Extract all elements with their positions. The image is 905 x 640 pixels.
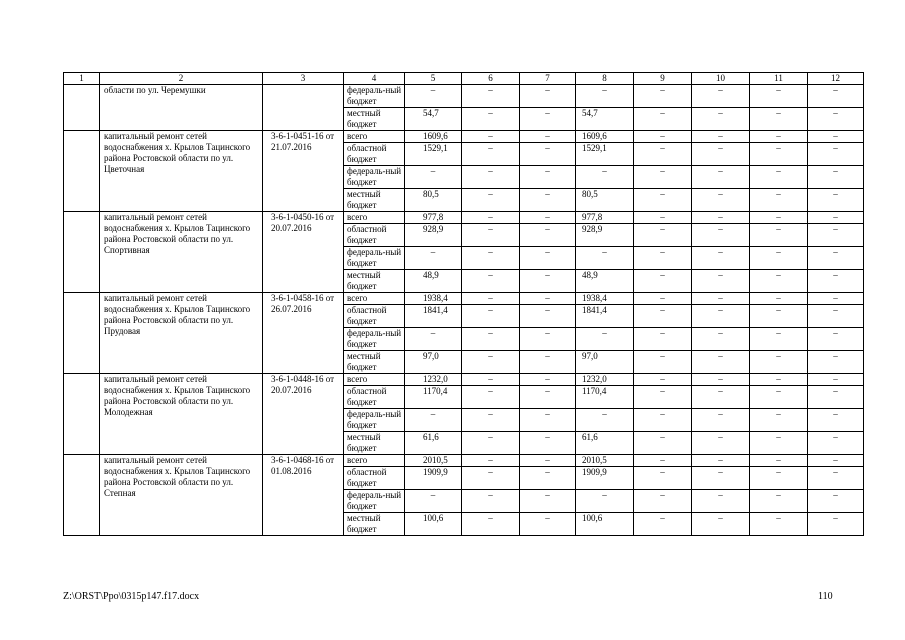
value-cell-c7: – [520,108,576,131]
value-cell-c5: 1232,0 [405,374,462,386]
value-cell-c11: – [750,409,808,432]
value-cell-c7: – [520,374,576,386]
value-cell-c12: – [808,270,864,293]
column-number: 6 [462,73,520,85]
value-cell-c7: – [520,189,576,212]
value-cell-c9: – [634,108,692,131]
value-cell-c5: – [405,490,462,513]
column-number: 4 [344,73,405,85]
value-cell-c8: 1609,6 [576,131,634,143]
value-cell-c10: – [692,374,750,386]
value-cell-c9: – [634,432,692,455]
value-cell-c5: 928,9 [405,224,462,247]
funding-source-cell: местный бюджет [344,351,405,374]
value-cell-c11: – [750,85,808,108]
value-cell-c5: 61,6 [405,432,462,455]
value-cell-c12: – [808,432,864,455]
value-cell-c6: – [462,409,520,432]
value-cell-c10: – [692,386,750,409]
funding-source-cell: федераль-ный бюджет [344,247,405,270]
value-cell-c9: – [634,328,692,351]
value-cell-c11: – [750,189,808,212]
value-cell-c7: – [520,490,576,513]
value-cell-c11: – [750,432,808,455]
value-cell-c7: – [520,455,576,467]
value-cell-c5: – [405,247,462,270]
row-number-cell [64,374,100,455]
value-cell-c6: – [462,328,520,351]
value-cell-c6: – [462,108,520,131]
value-cell-c8: 100,6 [576,513,634,536]
value-cell-c6: – [462,455,520,467]
value-cell-c12: – [808,490,864,513]
footer-file-path: Z:\ORST\Ppo\0315p147.f17.docx [63,591,200,602]
funding-source-cell: всего [344,293,405,305]
value-cell-c8: 1841,4 [576,305,634,328]
value-cell-c8: 2010,5 [576,455,634,467]
value-cell-c7: – [520,513,576,536]
value-cell-c10: – [692,467,750,490]
funding-source-cell: областной бюджет [344,143,405,166]
table-body [64,73,864,536]
value-cell-c11: – [750,386,808,409]
value-cell-c7: – [520,143,576,166]
value-cell-c8: 48,9 [576,270,634,293]
value-cell-c8: 928,9 [576,224,634,247]
value-cell-c9: – [634,293,692,305]
value-cell-c5: 1938,4 [405,293,462,305]
value-cell-c11: – [750,270,808,293]
value-cell-c6: – [462,374,520,386]
value-cell-c10: – [692,293,750,305]
column-number: 5 [405,73,462,85]
funding-source-cell: федераль-ный бюджет [344,490,405,513]
value-cell-c5: 80,5 [405,189,462,212]
funding-source-cell: всего [344,455,405,467]
value-cell-c8: 977,8 [576,212,634,224]
value-cell-c10: – [692,409,750,432]
value-cell-c5: 2010,5 [405,455,462,467]
column-number: 11 [750,73,808,85]
value-cell-c7: – [520,305,576,328]
funding-source-cell: местный бюджет [344,432,405,455]
value-cell-c6: – [462,224,520,247]
value-cell-c11: – [750,247,808,270]
table-row [64,212,864,224]
value-cell-c10: – [692,455,750,467]
value-cell-c11: – [750,166,808,189]
document-number-cell [263,85,344,131]
table-row [64,85,864,108]
table-row [64,455,864,467]
value-cell-c6: – [462,247,520,270]
value-cell-c9: – [634,166,692,189]
value-cell-c11: – [750,513,808,536]
value-cell-c9: – [634,305,692,328]
value-cell-c8: 1909,9 [576,467,634,490]
value-cell-c5: 1841,4 [405,305,462,328]
value-cell-c6: – [462,351,520,374]
funding-source-cell: местный бюджет [344,513,405,536]
document-number-cell: 3-6-1-0458-16 от 26.07.2016 [263,293,344,374]
value-cell-c10: – [692,108,750,131]
value-cell-c7: – [520,409,576,432]
value-cell-c11: – [750,374,808,386]
column-number: 10 [692,73,750,85]
value-cell-c5: 1529,1 [405,143,462,166]
value-cell-c5: – [405,85,462,108]
value-cell-c12: – [808,328,864,351]
value-cell-c9: – [634,409,692,432]
value-cell-c10: – [692,490,750,513]
value-cell-c6: – [462,131,520,143]
value-cell-c6: – [462,490,520,513]
value-cell-c12: – [808,455,864,467]
object-name-cell: капитальный ремонт сетей водоснабжения х. Крылов Тацинского района Ростовской области по ул. Прудовая [100,293,263,374]
value-cell-c11: – [750,293,808,305]
value-cell-c8: 61,6 [576,432,634,455]
value-cell-c9: – [634,212,692,224]
value-cell-c6: – [462,513,520,536]
funding-source-cell: всего [344,374,405,386]
value-cell-c12: – [808,293,864,305]
value-cell-c10: – [692,189,750,212]
funding-source-cell: областной бюджет [344,467,405,490]
value-cell-c8: – [576,490,634,513]
value-cell-c7: – [520,351,576,374]
column-number-row [64,73,864,85]
value-cell-c8: 1170,4 [576,386,634,409]
value-cell-c9: – [634,513,692,536]
value-cell-c5: 977,8 [405,212,462,224]
value-cell-c6: – [462,189,520,212]
value-cell-c12: – [808,467,864,490]
budget-table [63,72,864,536]
value-cell-c12: – [808,351,864,374]
value-cell-c10: – [692,351,750,374]
value-cell-c9: – [634,386,692,409]
value-cell-c10: – [692,85,750,108]
value-cell-c11: – [750,212,808,224]
funding-source-cell: областной бюджет [344,224,405,247]
value-cell-c5: 1609,6 [405,131,462,143]
row-number-cell [64,85,100,131]
column-number: 3 [263,73,344,85]
value-cell-c12: – [808,224,864,247]
value-cell-c9: – [634,455,692,467]
object-name-cell: капитальный ремонт сетей водоснабжения х. Крылов Тацинского района Ростовской области по ул. Спортивная [100,212,263,293]
value-cell-c9: – [634,490,692,513]
row-number-cell [64,455,100,536]
value-cell-c7: – [520,328,576,351]
document-number-cell: 3-6-1-0448-16 от 20.07.2016 [263,374,344,455]
value-cell-c6: – [462,305,520,328]
value-cell-c6: – [462,467,520,490]
value-cell-c9: – [634,224,692,247]
value-cell-c11: – [750,455,808,467]
value-cell-c7: – [520,247,576,270]
page-number: 110 [818,591,833,602]
value-cell-c11: – [750,224,808,247]
value-cell-c9: – [634,467,692,490]
value-cell-c10: – [692,513,750,536]
value-cell-c7: – [520,432,576,455]
value-cell-c10: – [692,131,750,143]
value-cell-c7: – [520,212,576,224]
document-number-cell: 3-6-1-0468-16 от 01.08.2016 [263,455,344,536]
value-cell-c11: – [750,108,808,131]
table-row [64,374,864,386]
object-name-cell: области по ул. Черемушки [100,85,263,131]
value-cell-c8: – [576,166,634,189]
object-name-cell: капитальный ремонт сетей водоснабжения х. Крылов Тацинского района Ростовской области по ул. Степная [100,455,263,536]
object-name-cell: капитальный ремонт сетей водоснабжения х. Крылов Тацинского района Ростовской области по ул. Молодежная [100,374,263,455]
value-cell-c8: 80,5 [576,189,634,212]
row-number-cell [64,212,100,293]
value-cell-c5: – [405,328,462,351]
value-cell-c10: – [692,166,750,189]
value-cell-c12: – [808,374,864,386]
value-cell-c9: – [634,85,692,108]
value-cell-c11: – [750,490,808,513]
value-cell-c12: – [808,212,864,224]
value-cell-c7: – [520,270,576,293]
value-cell-c11: – [750,131,808,143]
value-cell-c12: – [808,108,864,131]
value-cell-c6: – [462,85,520,108]
row-number-cell [64,131,100,212]
value-cell-c9: – [634,131,692,143]
value-cell-c12: – [808,189,864,212]
funding-source-cell: федераль-ный бюджет [344,328,405,351]
funding-source-cell: местный бюджет [344,189,405,212]
value-cell-c11: – [750,305,808,328]
value-cell-c9: – [634,270,692,293]
value-cell-c10: – [692,328,750,351]
value-cell-c12: – [808,409,864,432]
value-cell-c6: – [462,293,520,305]
value-cell-c12: – [808,131,864,143]
funding-source-cell: федераль-ный бюджет [344,85,405,108]
funding-source-cell: областной бюджет [344,386,405,409]
value-cell-c5: 97,0 [405,351,462,374]
value-cell-c5: – [405,166,462,189]
value-cell-c9: – [634,374,692,386]
value-cell-c8: 1938,4 [576,293,634,305]
document-number-cell: 3-6-1-0451-16 от 21.07.2016 [263,131,344,212]
value-cell-c9: – [634,351,692,374]
value-cell-c7: – [520,131,576,143]
value-cell-c10: – [692,247,750,270]
value-cell-c5: 54,7 [405,108,462,131]
value-cell-c11: – [750,328,808,351]
value-cell-c5: 100,6 [405,513,462,536]
column-number: 12 [808,73,864,85]
funding-source-cell: федераль-ный бюджет [344,166,405,189]
object-name-cell: капитальный ремонт сетей водоснабжения х. Крылов Тацинского района Ростовской области по ул. Цветочная [100,131,263,212]
value-cell-c5: 48,9 [405,270,462,293]
value-cell-c8: – [576,328,634,351]
funding-source-cell: всего [344,212,405,224]
funding-source-cell: федераль-ный бюджет [344,409,405,432]
table-row [64,293,864,305]
value-cell-c12: – [808,513,864,536]
value-cell-c7: – [520,467,576,490]
value-cell-c12: – [808,247,864,270]
funding-source-cell: местный бюджет [344,108,405,131]
funding-source-cell: всего [344,131,405,143]
value-cell-c11: – [750,467,808,490]
value-cell-c10: – [692,270,750,293]
column-number: 7 [520,73,576,85]
value-cell-c6: – [462,143,520,166]
value-cell-c6: – [462,270,520,293]
value-cell-c9: – [634,143,692,166]
value-cell-c8: – [576,247,634,270]
column-number: 1 [64,73,100,85]
value-cell-c12: – [808,143,864,166]
value-cell-c7: – [520,293,576,305]
value-cell-c11: – [750,351,808,374]
document-number-cell: 3-6-1-0450-16 от 20.07.2016 [263,212,344,293]
value-cell-c6: – [462,432,520,455]
value-cell-c9: – [634,189,692,212]
column-number: 2 [100,73,263,85]
value-cell-c10: – [692,305,750,328]
value-cell-c5: 1909,9 [405,467,462,490]
value-cell-c10: – [692,143,750,166]
value-cell-c10: – [692,212,750,224]
value-cell-c5: – [405,409,462,432]
value-cell-c12: – [808,386,864,409]
value-cell-c9: – [634,247,692,270]
value-cell-c12: – [808,85,864,108]
value-cell-c8: – [576,85,634,108]
value-cell-c6: – [462,166,520,189]
value-cell-c7: – [520,224,576,247]
column-number: 8 [576,73,634,85]
funding-source-cell: областной бюджет [344,305,405,328]
value-cell-c8: 1232,0 [576,374,634,386]
value-cell-c11: – [750,143,808,166]
value-cell-c7: – [520,166,576,189]
value-cell-c10: – [692,224,750,247]
funding-source-cell: местный бюджет [344,270,405,293]
value-cell-c7: – [520,85,576,108]
value-cell-c8: 54,7 [576,108,634,131]
value-cell-c5: 1170,4 [405,386,462,409]
value-cell-c6: – [462,212,520,224]
value-cell-c8: 1529,1 [576,143,634,166]
value-cell-c12: – [808,166,864,189]
column-number: 9 [634,73,692,85]
table-row [64,131,864,143]
row-number-cell [64,293,100,374]
value-cell-c8: – [576,409,634,432]
value-cell-c12: – [808,305,864,328]
value-cell-c8: 97,0 [576,351,634,374]
value-cell-c6: – [462,386,520,409]
value-cell-c7: – [520,386,576,409]
value-cell-c10: – [692,432,750,455]
